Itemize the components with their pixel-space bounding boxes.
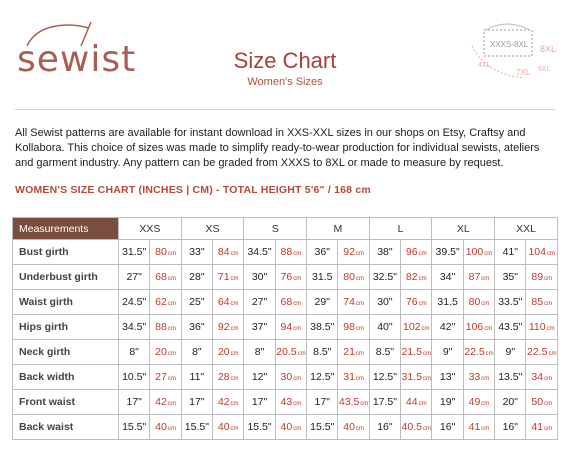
cm-value: 94 [280, 321, 293, 333]
cm-cell [526, 290, 558, 315]
inch-value: 8" [119, 340, 150, 365]
size-tag-illustration [466, 16, 562, 86]
cm-unit: cm [230, 376, 239, 382]
measurement-label: Underbust girth [13, 265, 119, 290]
cm-unit: cm [481, 426, 490, 432]
cm-unit: cm [418, 276, 427, 282]
inch-value: 13" [432, 365, 463, 390]
cm-unit: cm [484, 326, 493, 332]
table-row [13, 365, 558, 390]
inch-value: 27" [119, 265, 150, 290]
inch-value: 15.5" [181, 415, 212, 440]
inch-value: 20" [495, 390, 526, 415]
inch-value: 17" [307, 390, 338, 415]
cm-unit: cm [360, 401, 369, 407]
cm-unit: cm [355, 351, 364, 357]
cm-value: 82 [405, 271, 418, 283]
cm-unit: cm [481, 301, 490, 307]
cm-unit: cm [293, 326, 302, 332]
cm-cell [150, 265, 181, 290]
cm-cell [213, 290, 244, 315]
cm-value: 22.5 [527, 346, 548, 358]
inch-value: 15.5" [307, 415, 338, 440]
cm-value: 98 [343, 321, 355, 333]
cm-value: 41 [531, 421, 544, 433]
cm-unit: cm [230, 351, 239, 357]
cm-value: 40 [155, 421, 167, 433]
cm-cell [213, 340, 244, 365]
cm-value: 64 [217, 296, 230, 308]
cm-value: 87 [468, 271, 481, 283]
cm-cell [275, 290, 306, 315]
cm-cell [338, 340, 369, 365]
inch-value: 31.5" [119, 240, 150, 265]
cm-value: 85 [531, 296, 544, 308]
cm-cell [526, 390, 558, 415]
cm-unit: cm [484, 251, 493, 257]
cm-value: 102 [403, 321, 421, 333]
cm-value: 80 [468, 296, 481, 308]
cm-cell [526, 315, 558, 340]
inch-value: 19" [432, 390, 463, 415]
cm-cell [213, 365, 244, 390]
cm-cell [150, 290, 181, 315]
inch-value: 17.5" [369, 390, 400, 415]
measurement-label: Back width [13, 365, 119, 390]
cm-cell [338, 290, 369, 315]
cm-value: 89 [531, 271, 544, 283]
inch-value: 31.5 [432, 290, 463, 315]
cm-unit: cm [544, 301, 553, 307]
inch-value: 15.5" [244, 415, 275, 440]
cm-cell [275, 415, 306, 440]
cm-value: 31.5 [401, 371, 422, 383]
cm-unit: cm [230, 401, 239, 407]
measurement-label: Waist girth [13, 290, 119, 315]
cm-value: 50 [531, 396, 544, 408]
inch-value: 33.5" [495, 290, 526, 315]
cm-unit: cm [355, 426, 364, 432]
cm-cell [401, 240, 432, 265]
cm-cell [526, 415, 558, 440]
cm-value: 42 [217, 396, 230, 408]
cm-cell [150, 390, 181, 415]
cm-cell [213, 315, 244, 340]
cm-value: 40 [217, 421, 230, 433]
tag-label: XXXS-8XL [490, 40, 529, 49]
cm-value: 40 [343, 421, 355, 433]
cm-unit: cm [293, 251, 302, 257]
cm-value: 41 [468, 421, 481, 433]
cm-unit: cm [481, 276, 490, 282]
inch-value: 9" [495, 340, 526, 365]
cm-unit: cm [230, 251, 239, 257]
inch-value: 12.5" [307, 365, 338, 390]
cm-cell [338, 365, 369, 390]
cm-unit: cm [167, 276, 176, 282]
cm-cell [526, 265, 558, 290]
cm-value: 40.5 [401, 421, 422, 433]
inch-value: 27" [244, 290, 275, 315]
inch-value: 12.5" [369, 365, 400, 390]
cm-value: 44 [405, 396, 418, 408]
table-row [13, 290, 558, 315]
inch-value: 32.5" [369, 265, 400, 290]
cm-value: 104 [528, 246, 546, 258]
cm-unit: cm [230, 426, 239, 432]
cm-cell [150, 365, 181, 390]
cm-unit: cm [544, 276, 553, 282]
cm-cell [213, 265, 244, 290]
cm-cell [463, 415, 494, 440]
inch-value: 34" [432, 265, 463, 290]
inch-value: 9" [432, 340, 463, 365]
cm-value: 42 [155, 396, 167, 408]
measurement-label: Front waist [13, 390, 119, 415]
measurement-label: Neck girth [13, 340, 119, 365]
inch-value: 8.5" [369, 340, 400, 365]
cm-unit: cm [355, 251, 364, 257]
tag-size: 4XL [478, 62, 491, 69]
cm-unit: cm [418, 251, 427, 257]
cm-value: 22.5 [464, 346, 485, 358]
tag-size: 5XL [538, 66, 551, 73]
cm-unit: cm [422, 426, 431, 432]
cm-value: 28 [217, 371, 230, 383]
cm-value: 96 [405, 246, 418, 258]
cm-value: 20.5 [276, 346, 297, 358]
cm-unit: cm [167, 401, 176, 407]
cm-cell [275, 240, 306, 265]
tag-size: 7XL [516, 68, 531, 77]
table-row [13, 240, 558, 265]
table-body [13, 240, 558, 440]
cm-cell [463, 265, 494, 290]
cm-cell [526, 240, 558, 265]
table-row [13, 265, 558, 290]
cm-unit: cm [418, 401, 427, 407]
cm-cell [338, 240, 369, 265]
cm-unit: cm [293, 301, 302, 307]
cm-value: 80 [155, 246, 167, 258]
inch-value: 42" [432, 315, 463, 340]
table-header-row [13, 218, 558, 240]
cm-value: 80 [343, 271, 355, 283]
page-subtitle: Women's Sizes [247, 76, 323, 88]
inch-value: 36" [307, 240, 338, 265]
cm-value: 88 [280, 246, 293, 258]
cm-value: 43.5 [338, 396, 360, 408]
cm-unit: cm [546, 326, 555, 332]
inch-value: 38.5" [307, 315, 338, 340]
cm-unit: cm [167, 251, 176, 257]
inch-value: 40" [369, 315, 400, 340]
cm-unit: cm [422, 351, 431, 357]
cm-value: 43 [280, 396, 293, 408]
cm-value: 34 [531, 371, 544, 383]
cm-unit: cm [230, 276, 239, 282]
measurement-label: Back waist [13, 415, 119, 440]
cm-value: 20 [155, 346, 167, 358]
inch-value: 16" [432, 415, 463, 440]
inch-value: 16" [495, 415, 526, 440]
cm-cell [401, 290, 432, 315]
cm-unit: cm [355, 376, 364, 382]
cm-cell [463, 365, 494, 390]
cm-value: 68 [155, 271, 167, 283]
cm-value: 74 [343, 296, 355, 308]
cm-cell [150, 240, 181, 265]
cm-unit: cm [481, 401, 490, 407]
cm-cell [463, 240, 494, 265]
inch-value: 31.5 [307, 265, 338, 290]
inch-value: 43.5" [495, 315, 526, 340]
cm-cell [463, 390, 494, 415]
inch-value: 12" [244, 365, 275, 390]
cm-value: 30 [280, 371, 293, 383]
size-header: XL [432, 218, 495, 240]
inch-value: 11" [181, 365, 212, 390]
cm-cell [338, 415, 369, 440]
cm-value: 100 [465, 246, 484, 258]
size-header: XXS [119, 218, 182, 240]
cm-unit: cm [230, 301, 239, 307]
cm-value: 76 [280, 271, 293, 283]
cm-cell [401, 415, 432, 440]
cm-cell [213, 390, 244, 415]
cm-value: 92 [343, 246, 355, 258]
cm-unit: cm [422, 376, 431, 382]
measurement-label: Bust girth [13, 240, 119, 265]
cm-cell [275, 315, 306, 340]
cm-unit: cm [293, 276, 302, 282]
inch-value: 13.5" [495, 365, 526, 390]
cm-cell [275, 340, 306, 365]
cm-unit: cm [167, 376, 176, 382]
table-row [13, 390, 558, 415]
cm-value: 68 [280, 296, 293, 308]
cm-value: 33 [468, 371, 481, 383]
cm-cell [526, 365, 558, 390]
inch-value: 34.5" [244, 240, 275, 265]
size-header: XXL [495, 218, 558, 240]
cm-cell [213, 415, 244, 440]
cm-unit: cm [230, 326, 239, 332]
inch-value: 30" [369, 290, 400, 315]
cm-cell [401, 365, 432, 390]
cm-value: 71 [217, 271, 230, 283]
cm-cell [463, 315, 494, 340]
cm-cell [338, 265, 369, 290]
cm-cell [150, 415, 181, 440]
cm-cell [401, 390, 432, 415]
inch-value: 25" [181, 290, 212, 315]
inch-value: 41" [495, 240, 526, 265]
cm-value: 76 [405, 296, 418, 308]
inch-value: 8" [181, 340, 212, 365]
cm-unit: cm [485, 351, 494, 357]
inch-value: 10.5" [119, 365, 150, 390]
cm-unit: cm [167, 351, 176, 357]
cm-cell [275, 390, 306, 415]
inch-value: 8.5" [307, 340, 338, 365]
cm-unit: cm [167, 426, 176, 432]
cm-unit: cm [355, 326, 364, 332]
cm-cell [401, 265, 432, 290]
size-header: S [244, 218, 307, 240]
cm-cell [526, 340, 558, 365]
inch-value: 15.5" [119, 415, 150, 440]
intro-paragraph: All Sewist patterns are available for instant download in XXS-XXL sizes in our shops on Etsy, Craftsy and Kollabora. This choice of sizes was made to simplify ready-to-wear production for individual sewists, ateliers and garment industry. Any pattern can be graded from XXXS to 8XL or made to measure by request. [15, 127, 540, 169]
cm-unit: cm [547, 251, 555, 257]
cm-unit: cm [167, 326, 176, 332]
inch-value: 35" [495, 265, 526, 290]
cm-value: 84 [217, 246, 230, 258]
cm-value: 106 [465, 321, 484, 333]
cm-unit: cm [548, 351, 557, 357]
cm-unit: cm [544, 401, 553, 407]
cm-cell [338, 315, 369, 340]
cm-unit: cm [297, 351, 306, 357]
cm-cell [275, 365, 306, 390]
measurements-header: Measurements [13, 218, 119, 240]
cm-unit: cm [481, 376, 490, 382]
cm-value: 20 [217, 346, 230, 358]
cm-unit: cm [167, 301, 176, 307]
cm-cell [213, 240, 244, 265]
cm-cell [275, 265, 306, 290]
inch-value: 39.5" [432, 240, 463, 265]
measurement-label: Hips girth [13, 315, 119, 340]
cm-unit: cm [418, 301, 427, 307]
cm-cell [401, 315, 432, 340]
inch-value: 36" [181, 315, 212, 340]
cm-cell [463, 340, 494, 365]
inch-value: 29" [307, 290, 338, 315]
logo-wordmark: sewist [17, 39, 137, 80]
inch-value: 37" [244, 315, 275, 340]
tag-size: 8XL [540, 44, 557, 54]
size-chart-table [12, 217, 558, 440]
cm-unit: cm [355, 276, 364, 282]
size-header: XS [181, 218, 244, 240]
size-header: M [307, 218, 370, 240]
page-title: Size Chart [233, 48, 337, 73]
cm-value: 49 [468, 396, 481, 408]
inch-value: 16" [369, 415, 400, 440]
cm-unit: cm [293, 426, 302, 432]
inch-value: 33" [181, 240, 212, 265]
cm-unit: cm [544, 376, 553, 382]
cm-unit: cm [544, 426, 553, 432]
size-header: L [369, 218, 432, 240]
inch-value: 17" [119, 390, 150, 415]
cm-value: 92 [217, 321, 230, 333]
cm-value: 88 [155, 321, 167, 333]
inch-value: 28" [181, 265, 212, 290]
inch-value: 17" [244, 390, 275, 415]
table-row [13, 315, 558, 340]
cm-cell [338, 390, 369, 415]
inch-value: 17" [181, 390, 212, 415]
cm-unit: cm [293, 376, 302, 382]
table-row [13, 340, 558, 365]
cm-cell [150, 340, 181, 365]
cm-value: 40 [280, 421, 293, 433]
cm-cell [401, 340, 432, 365]
inch-value: 8" [244, 340, 275, 365]
cm-value: 62 [155, 296, 167, 308]
cm-cell [150, 315, 181, 340]
cm-value: 21 [343, 346, 355, 358]
inch-value: 38" [369, 240, 400, 265]
cm-cell [463, 290, 494, 315]
chart-heading: WOMEN'S SIZE CHART (INCHES | CM) - TOTAL HEIGHT 5'6" / 168 cm [15, 184, 371, 196]
header-divider [15, 109, 555, 110]
cm-value: 21.5 [401, 346, 422, 358]
inch-value: 34.5" [119, 315, 150, 340]
cm-value: 31 [343, 371, 355, 383]
cm-value: 27 [155, 371, 167, 383]
inch-value: 30" [244, 265, 275, 290]
cm-unit: cm [421, 326, 430, 332]
cm-unit: cm [293, 401, 302, 407]
cm-unit: cm [355, 301, 364, 307]
inch-value: 24.5" [119, 290, 150, 315]
table-row [13, 415, 558, 440]
cm-value: 110 [528, 321, 546, 333]
